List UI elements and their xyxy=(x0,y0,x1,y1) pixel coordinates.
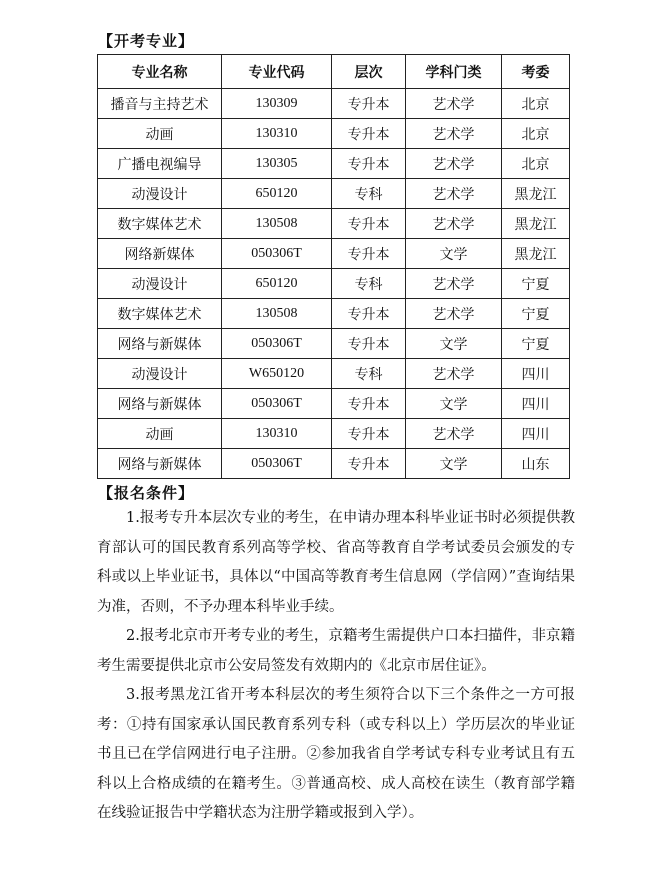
cell-level: 专科 xyxy=(332,179,406,209)
cell-major-name: 动漫设计 xyxy=(98,269,222,299)
cell-major-code: 130309 xyxy=(222,89,332,119)
cell-major-name: 播音与主持艺术 xyxy=(98,89,222,119)
cell-level: 专升本 xyxy=(332,209,406,239)
cell-major-code: W650120 xyxy=(222,359,332,389)
cell-discipline: 艺术学 xyxy=(406,119,502,149)
table-row xyxy=(98,239,570,269)
cell-major-name: 广播电视编导 xyxy=(98,149,222,179)
table-row xyxy=(98,329,570,359)
section-title-conditions: 【报名条件】 xyxy=(98,484,195,502)
condition-paragraph-3: 3.报考黑龙江省开考本科层次的考生须符合以下三个条件之一方可报考：①持有国家承认国民教育系列专科（或专科以上）学历层次的毕业证书且已在学信网进行电子注册。②参加我省自学考试专科专业考试且有五科以上合格成绩的在籍考生。③普通高校、成人高校在读生（教育部学籍在线验证报告中学籍状态为注册学籍或报到入学）。 xyxy=(97,687,575,821)
table-row xyxy=(98,119,570,149)
cell-committee: 北京 xyxy=(502,89,570,119)
table-row xyxy=(98,419,570,449)
table-row xyxy=(98,209,570,239)
cell-committee: 四川 xyxy=(502,359,570,389)
cell-discipline: 艺术学 xyxy=(406,89,502,119)
cell-committee: 北京 xyxy=(502,119,570,149)
cell-major-code: 130310 xyxy=(222,419,332,449)
cell-committee: 四川 xyxy=(502,389,570,419)
section-title-majors: 【开考专业】 xyxy=(98,32,195,50)
table-row xyxy=(98,449,570,479)
majors-table-body xyxy=(98,89,570,479)
cell-committee: 山东 xyxy=(502,449,570,479)
cell-major-code: 130508 xyxy=(222,299,332,329)
cell-committee: 黑龙江 xyxy=(502,179,570,209)
table-header-row xyxy=(98,55,570,89)
table-row xyxy=(98,89,570,119)
cell-major-code: 130305 xyxy=(222,149,332,179)
cell-level: 专升本 xyxy=(332,389,406,419)
cell-major-code: 050306T xyxy=(222,329,332,359)
cell-major-name: 动漫设计 xyxy=(98,359,222,389)
cell-discipline: 艺术学 xyxy=(406,419,502,449)
table-row xyxy=(98,389,570,419)
cell-major-code: 050306T xyxy=(222,449,332,479)
cell-discipline: 文学 xyxy=(406,239,502,269)
cell-discipline: 文学 xyxy=(406,329,502,359)
cell-major-name: 网络与新媒体 xyxy=(98,329,222,359)
cell-committee: 四川 xyxy=(502,419,570,449)
cell-discipline: 艺术学 xyxy=(406,149,502,179)
cell-committee: 宁夏 xyxy=(502,269,570,299)
cell-committee: 宁夏 xyxy=(502,329,570,359)
cell-level: 专科 xyxy=(332,359,406,389)
cell-committee: 黑龙江 xyxy=(502,239,570,269)
cell-level: 专升本 xyxy=(332,119,406,149)
table-row xyxy=(98,179,570,209)
cell-discipline: 文学 xyxy=(406,449,502,479)
header-level: 层次 xyxy=(332,55,406,89)
conditions-body xyxy=(97,504,575,829)
cell-discipline: 艺术学 xyxy=(406,269,502,299)
condition-paragraph-1: 1.报考专升本层次专业的考生，在申请办理本科毕业证书时必须提供教育部认可的国民教育系列高等学校、省高等教育自学考试委员会颁发的专科或以上毕业证书，具体以“中国高等教育考生信息网（学信网）”查询结果为准，否则，不予办理本科毕业手续。 xyxy=(97,510,575,615)
cell-major-code: 650120 xyxy=(222,269,332,299)
header-major-code: 专业代码 xyxy=(222,55,332,89)
cell-major-code: 130310 xyxy=(222,119,332,149)
condition-paragraph-2: 2.报考北京市开考专业的考生，京籍考生需提供户口本扫描件，非京籍考生需要提供北京市公安局签发有效期内的《北京市居住证》。 xyxy=(97,628,575,674)
cell-level: 专升本 xyxy=(332,449,406,479)
cell-major-name: 网络新媒体 xyxy=(98,239,222,269)
cell-major-name: 动漫设计 xyxy=(98,179,222,209)
cell-level: 专升本 xyxy=(332,89,406,119)
cell-major-code: 050306T xyxy=(222,389,332,419)
cell-major-code: 050306T xyxy=(222,239,332,269)
cell-major-name: 动画 xyxy=(98,419,222,449)
table-row xyxy=(98,359,570,389)
cell-major-name: 数字媒体艺术 xyxy=(98,299,222,329)
cell-major-code: 130508 xyxy=(222,209,332,239)
table-row xyxy=(98,149,570,179)
cell-level: 专升本 xyxy=(332,419,406,449)
cell-major-name: 数字媒体艺术 xyxy=(98,209,222,239)
table-row xyxy=(98,269,570,299)
cell-level: 专升本 xyxy=(332,299,406,329)
table-row xyxy=(98,299,570,329)
cell-committee: 黑龙江 xyxy=(502,209,570,239)
cell-major-name: 动画 xyxy=(98,119,222,149)
cell-discipline: 艺术学 xyxy=(406,359,502,389)
cell-major-name: 网络与新媒体 xyxy=(98,449,222,479)
cell-level: 专升本 xyxy=(332,149,406,179)
cell-level: 专升本 xyxy=(332,329,406,359)
cell-committee: 宁夏 xyxy=(502,299,570,329)
cell-discipline: 艺术学 xyxy=(406,209,502,239)
cell-committee: 北京 xyxy=(502,149,570,179)
header-committee: 考委 xyxy=(502,55,570,89)
header-major-name: 专业名称 xyxy=(98,55,222,89)
cell-level: 专升本 xyxy=(332,239,406,269)
majors-table xyxy=(97,54,570,479)
cell-discipline: 艺术学 xyxy=(406,299,502,329)
cell-discipline: 文学 xyxy=(406,389,502,419)
cell-major-code: 650120 xyxy=(222,179,332,209)
cell-discipline: 艺术学 xyxy=(406,179,502,209)
header-discipline: 学科门类 xyxy=(406,55,502,89)
cell-level: 专科 xyxy=(332,269,406,299)
cell-major-name: 网络与新媒体 xyxy=(98,389,222,419)
